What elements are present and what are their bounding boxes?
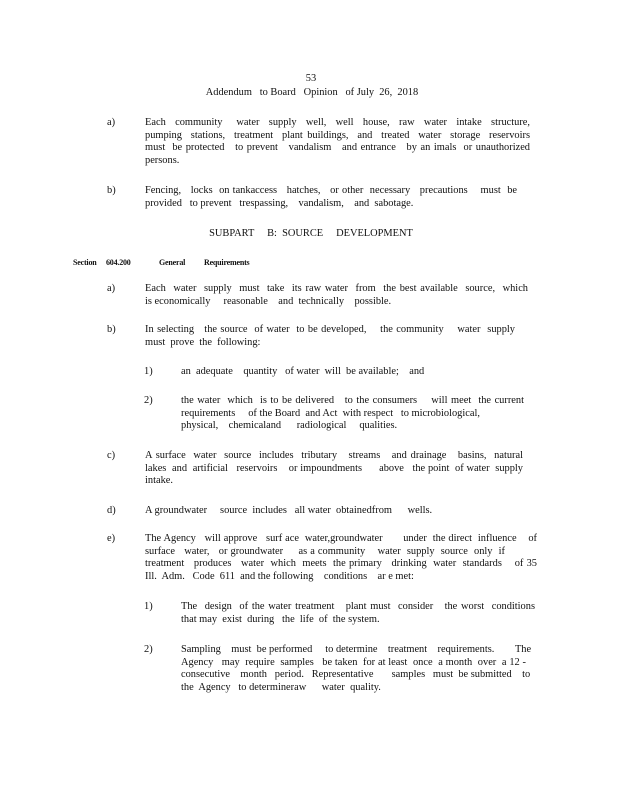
item-label-a: a) [107, 283, 116, 294]
section-number: 604.200 [106, 258, 131, 267]
item-label-d: d) [107, 505, 116, 516]
page-number: 53 [305, 73, 317, 84]
item-label-top-b: b) [107, 185, 116, 196]
item-label-b: b) [107, 324, 116, 335]
item-text-b: In selecting the source of water to be developed, the community water supply must prove the following: [145, 324, 515, 348]
subitem-text-e1: The design of the water treatment plant must consider the worst conditions that may exist during the life of the system. [181, 601, 535, 625]
item-text-c: A surface water source includes tributary streams and drainage basins, natural lakes and artificial reservoirs or impoundments above the point of water supply intake. [145, 450, 523, 487]
item-text-a: Each water supply must take its raw water from the best available source, which is economically reasonable and technically possible. [145, 283, 528, 307]
item-label-top-a: a) [107, 117, 116, 128]
item-text-top-b: Fencing, locks on tankaccess hatches, or other necessary precautions must be provided to prevent trespassing, vandalism, and sabotage. [145, 185, 517, 209]
section-title: General [159, 258, 186, 267]
item-text-e: The Agency will approve surf ace water,groundwater under the direct influence of surface water, or groundwater as a community water supply source only if treatment produces water which meets the primary drinking water standards of 35 Ill. Adm. Code 611 and the following conditions ar e met: [145, 533, 537, 582]
item-text-top-a: Each community water supply well, well house, raw water intake structure, pumping stations, treatment plant buildings, and treated water storage reservoirs must be protected to prevent vandalism and entrance by an imals or unauthorized persons. [145, 117, 530, 166]
subitem-label-e2: 2) [144, 644, 153, 655]
subitem-label-b2: 2) [144, 395, 153, 406]
subitem-label-b1: 1) [144, 366, 153, 377]
section-label: Section [73, 258, 97, 267]
subitem-label-e1: 1) [144, 601, 153, 612]
item-label-c: c) [107, 450, 116, 461]
item-label-e: e) [107, 533, 116, 544]
subitem-text-b2: the water which is to be delivered to the consumers will meet the current requirements of the Board and Act with respect to microbiological, physical, chemicaland radiological qualities. [181, 395, 524, 432]
section-title-2: Requirements [204, 258, 250, 267]
item-text-d: A groundwater source includes all water obtainedfrom wells. [145, 505, 433, 516]
subpart-heading: SUBPART B: SOURCE DEVELOPMENT [209, 228, 413, 239]
document-title: Addendum to Board Opinion of July 26, 2018 [205, 87, 419, 98]
subitem-text-b1: an adequate quantity of water will be available; and [181, 366, 425, 377]
subitem-text-e2: Sampling must be performed to determine treatment requirements. The Agency may require samples be taken for at least once a month over a 12 - consecutive month period. Representative samples must be submitted to the Agency to determineraw water quality. [181, 644, 532, 693]
